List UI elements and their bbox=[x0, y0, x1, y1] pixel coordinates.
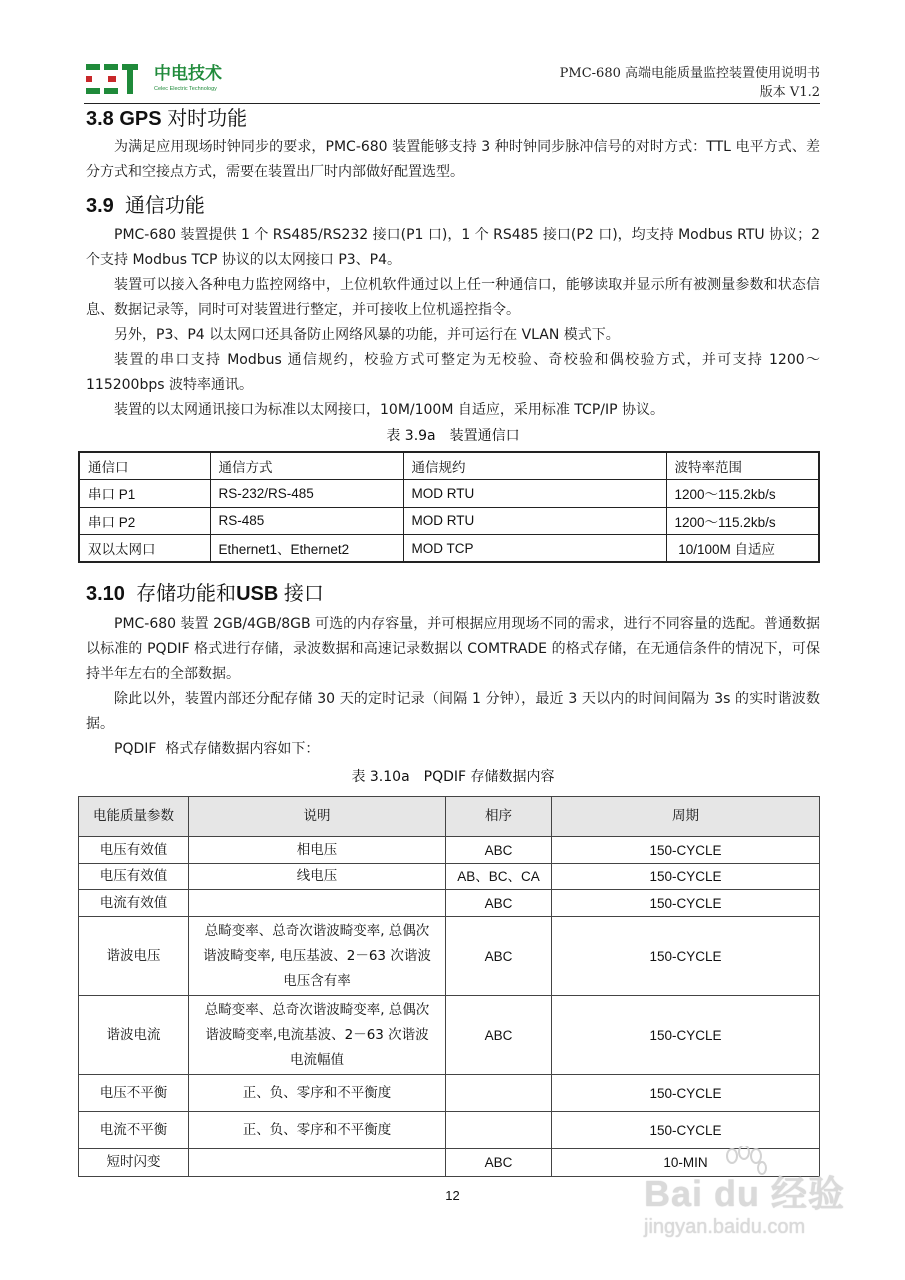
document-version: 版本 V1.2 bbox=[759, 85, 820, 100]
table-header-cell: 通信口 bbox=[79, 452, 210, 480]
table-row bbox=[79, 864, 820, 890]
table-cell: 谐波电压 bbox=[79, 917, 189, 996]
table-row bbox=[79, 480, 819, 508]
table-cell: 150-CYCLE bbox=[552, 890, 820, 917]
table-cell: 150-CYCLE bbox=[552, 917, 820, 996]
section-heading-3-10: 3.10 存储功能和USB 接口 bbox=[86, 581, 324, 605]
cet-logo-icon bbox=[86, 64, 138, 94]
logo-cn-text: 中电技术 bbox=[154, 64, 222, 84]
table-row bbox=[79, 837, 820, 864]
paragraph: 为满足应用现场时钟同步的要求，PMC-680 装置能够支持 3 种时钟同步脉冲信号的对时方式：TTL 电平方式、差分方式和空接点方式，需要在装置出厂时内部做好配置选型。 bbox=[86, 139, 820, 180]
baidu-watermark bbox=[640, 1146, 860, 1246]
table-cell: 1200～115.2kb/s bbox=[666, 480, 819, 508]
table-cell: 电压有效值 bbox=[79, 864, 189, 890]
watermark-brand: Bai du 经验 bbox=[644, 1173, 846, 1214]
table-header-cell: 相序 bbox=[446, 797, 552, 837]
table-row bbox=[79, 1112, 820, 1149]
pqdif-storage-table bbox=[78, 796, 820, 1177]
table-cell: 双以太网口 bbox=[79, 535, 210, 563]
table-row bbox=[79, 1075, 820, 1112]
watermark-url: jingyan.baidu.com bbox=[644, 1216, 806, 1238]
table-cell: MOD RTU bbox=[403, 480, 666, 508]
table-cell: ABC bbox=[446, 1149, 552, 1177]
table-cell: 电流不平衡 bbox=[79, 1112, 189, 1149]
paragraph: 另外，P3、P4 以太网口还具备防止网络风暴的功能，并可运行在 VLAN 模式下。 bbox=[114, 327, 620, 343]
table-cell: 总畸变率、总奇次谐波畸变率, 总偶次谐波畸变率,电流基波、2－63 次谐波电流幅值 bbox=[189, 996, 446, 1075]
paragraph: 除此以外，装置内部还分配存储 30 天的定时记录（间隔 1 分钟），最近 3 天以内的时间间隔为 3s 的实时谐波数据。 bbox=[86, 691, 820, 732]
table-cell: Ethernet1、Ethernet2 bbox=[210, 535, 403, 563]
table-cell: RS-232/RS-485 bbox=[210, 480, 403, 508]
table-caption: 表 3.9a 装置通信口 bbox=[386, 428, 520, 444]
section-heading-3-9: 3.9 通信功能 bbox=[86, 193, 205, 217]
table-header-cell: 通信方式 bbox=[210, 452, 403, 480]
table-cell: 150-CYCLE bbox=[552, 1075, 820, 1112]
table-row bbox=[79, 890, 820, 917]
table-header-row bbox=[79, 452, 819, 480]
table-cell: 电压有效值 bbox=[79, 837, 189, 864]
table-cell: 正、负、零序和不平衡度 bbox=[189, 1112, 446, 1149]
table-cell: 短时闪变 bbox=[79, 1149, 189, 1177]
table-cell bbox=[189, 890, 446, 917]
table-cell: MOD RTU bbox=[403, 507, 666, 535]
paragraph: PMC-680 装置提供 1 个 RS485/RS232 接口(P1 口)，1 个 RS485 接口(P2 口)，均支持 Modbus RTU 协议；2 个支持 Modbus TCP 协议的以太网接口 P3、P4。 bbox=[86, 227, 821, 268]
paragraph: PMC-680 装置 2GB/4GB/8GB 可选的内存容量，并可根据应用现场不同的需求，进行不同容量的选配。普通数据以标准的 PQDIF 格式进行存储，录波数据和高速记录数据以 COMTRADE 的格式存储，在无通信条件的情况下，可保持半年左右的全部数据。 bbox=[86, 616, 820, 682]
table-row bbox=[79, 507, 819, 535]
table-cell: 电流有效值 bbox=[79, 890, 189, 917]
table-cell bbox=[189, 1149, 446, 1177]
page-number: 12 bbox=[445, 1188, 460, 1203]
page-body bbox=[86, 104, 820, 1177]
table-cell: 线电压 bbox=[189, 864, 446, 890]
table-cell: 150-CYCLE bbox=[552, 996, 820, 1075]
table-header-cell: 电能质量参数 bbox=[79, 797, 189, 837]
table-cell: 电压不平衡 bbox=[79, 1075, 189, 1112]
table-cell bbox=[446, 1112, 552, 1149]
comm-ports-table bbox=[78, 451, 820, 563]
table-cell: ABC bbox=[446, 890, 552, 917]
table-cell: 150-CYCLE bbox=[552, 837, 820, 864]
table-cell: AB、BC、CA bbox=[446, 864, 552, 890]
table-row bbox=[79, 917, 820, 996]
table-cell: 串口 P2 bbox=[79, 507, 210, 535]
table-cell: ABC bbox=[446, 917, 552, 996]
table-cell: 串口 P1 bbox=[79, 480, 210, 508]
table-cell: 总畸变率、总奇次谐波畸变率, 总偶次谐波畸变率, 电压基波、2－63 次谐波电压含有率 bbox=[189, 917, 446, 996]
paragraph: 装置的串口支持 Modbus 通信规约，校验方式可整定为无校验、奇校验和偶校验方式，并可支持 1200～115200bps 波特率通讯。 bbox=[86, 352, 820, 393]
table-header-cell: 周期 bbox=[552, 797, 820, 837]
logo-en-text: Celec Electric Technology bbox=[154, 86, 217, 92]
section-heading-3-8: 3.8 GPS 对时功能 bbox=[86, 106, 248, 130]
table-cell: 1200～115.2kb/s bbox=[666, 507, 819, 535]
table-cell: 10/100M 自适应 bbox=[666, 535, 819, 563]
table-caption: 表 3.10a PQDIF 存储数据内容 bbox=[351, 769, 555, 785]
table-header-cell: 说明 bbox=[189, 797, 446, 837]
page-header bbox=[84, 64, 820, 104]
table-cell bbox=[446, 1075, 552, 1112]
table-header-cell: 波特率范围 bbox=[666, 452, 819, 480]
table-cell: 150-CYCLE bbox=[552, 864, 820, 890]
document-title: PMC-680 高端电能质量监控装置使用说明书 bbox=[559, 66, 820, 81]
table-header-row bbox=[79, 797, 820, 837]
table-cell: 10-MIN bbox=[552, 1149, 820, 1177]
table-header-cell: 通信规约 bbox=[403, 452, 666, 480]
paragraph: PQDIF 格式存储数据内容如下： bbox=[114, 741, 320, 757]
table-cell: 150-CYCLE bbox=[552, 1112, 820, 1149]
table-cell: MOD TCP bbox=[403, 535, 666, 563]
paragraph: 装置的以太网通讯接口为标准以太网接口，10M/100M 自适应，采用标准 TCP/IP 协议。 bbox=[114, 402, 664, 418]
company-logo bbox=[86, 64, 222, 94]
table-cell: 正、负、零序和不平衡度 bbox=[189, 1075, 446, 1112]
table-cell: 谐波电流 bbox=[79, 996, 189, 1075]
table-cell: RS-485 bbox=[210, 507, 403, 535]
table-cell: ABC bbox=[446, 996, 552, 1075]
table-cell: 相电压 bbox=[189, 837, 446, 864]
table-row bbox=[79, 535, 819, 563]
table-row bbox=[79, 996, 820, 1075]
table-cell: ABC bbox=[446, 837, 552, 864]
paragraph: 装置可以接入各种电力监控网络中，上位机软件通过以上任一种通信口，能够读取并显示所有被测量参数和状态信息、数据记录等，同时可对装置进行整定，并可接收上位机遥控指令。 bbox=[86, 277, 820, 318]
